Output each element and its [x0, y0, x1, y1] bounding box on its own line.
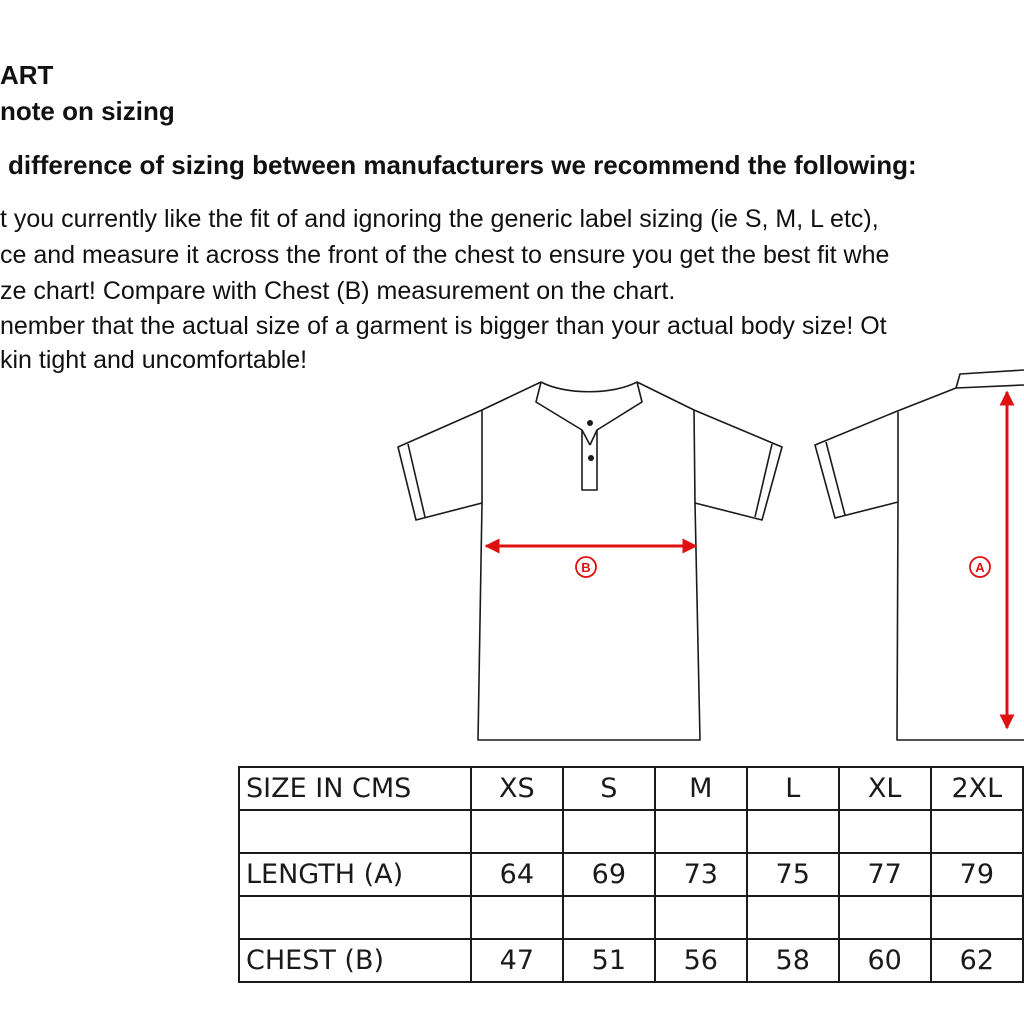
size-header-m: M	[655, 767, 747, 810]
length-value: 64	[471, 853, 563, 896]
chest-marker-label: B	[581, 560, 591, 575]
row-label-chest: CHEST (B)	[239, 939, 471, 982]
chart-title: ART	[0, 60, 54, 90]
size-header-s: S	[563, 767, 655, 810]
instruction-line: ze chart! Compare with Chest (B) measurement on the chart.	[0, 277, 676, 305]
length-value: 69	[563, 853, 655, 896]
size-header-xl: XL	[839, 767, 931, 810]
size-header-xs: XS	[471, 767, 563, 810]
side-shirt-outline	[815, 370, 1024, 740]
size-header-l: L	[747, 767, 839, 810]
table-spacer-row	[239, 810, 1023, 853]
size-header-2xl: 2XL	[931, 767, 1023, 810]
chest-value: 58	[747, 939, 839, 982]
button-dot	[587, 420, 593, 426]
table-row-length	[239, 853, 1023, 896]
sizing-note-heading: note on sizing	[0, 96, 175, 126]
chest-value: 51	[563, 939, 655, 982]
instruction-line: ce and measure it across the front of the chest to ensure you get the best fit whe	[0, 241, 890, 269]
chest-value: 56	[655, 939, 747, 982]
length-value: 75	[747, 853, 839, 896]
chest-value: 60	[839, 939, 931, 982]
instruction-line: nember that the actual size of a garment is bigger than your actual body size! Ot	[0, 312, 887, 340]
length-value: 77	[839, 853, 931, 896]
instruction-line: kin tight and uncomfortable!	[0, 346, 308, 374]
table-spacer-row	[239, 896, 1023, 939]
shirt-diagram	[0, 360, 1024, 760]
chest-value: 47	[471, 939, 563, 982]
length-value: 73	[655, 853, 747, 896]
table-header-row	[239, 767, 1023, 810]
table-row-chest	[239, 939, 1023, 982]
instruction-line: t you currently like the fit of and ignoring the generic label sizing (ie S, M, L etc),	[0, 205, 879, 233]
size-chart-table	[238, 766, 1024, 983]
length-marker-label: A	[975, 560, 985, 575]
row-label-length: LENGTH (A)	[239, 853, 471, 896]
sizing-intro: difference of sizing between manufacturers we recommend the following:	[8, 150, 917, 180]
length-value: 79	[931, 853, 1023, 896]
table-header-label: SIZE IN CMS	[239, 767, 471, 810]
button-dot	[588, 455, 594, 461]
chest-value: 62	[931, 939, 1023, 982]
